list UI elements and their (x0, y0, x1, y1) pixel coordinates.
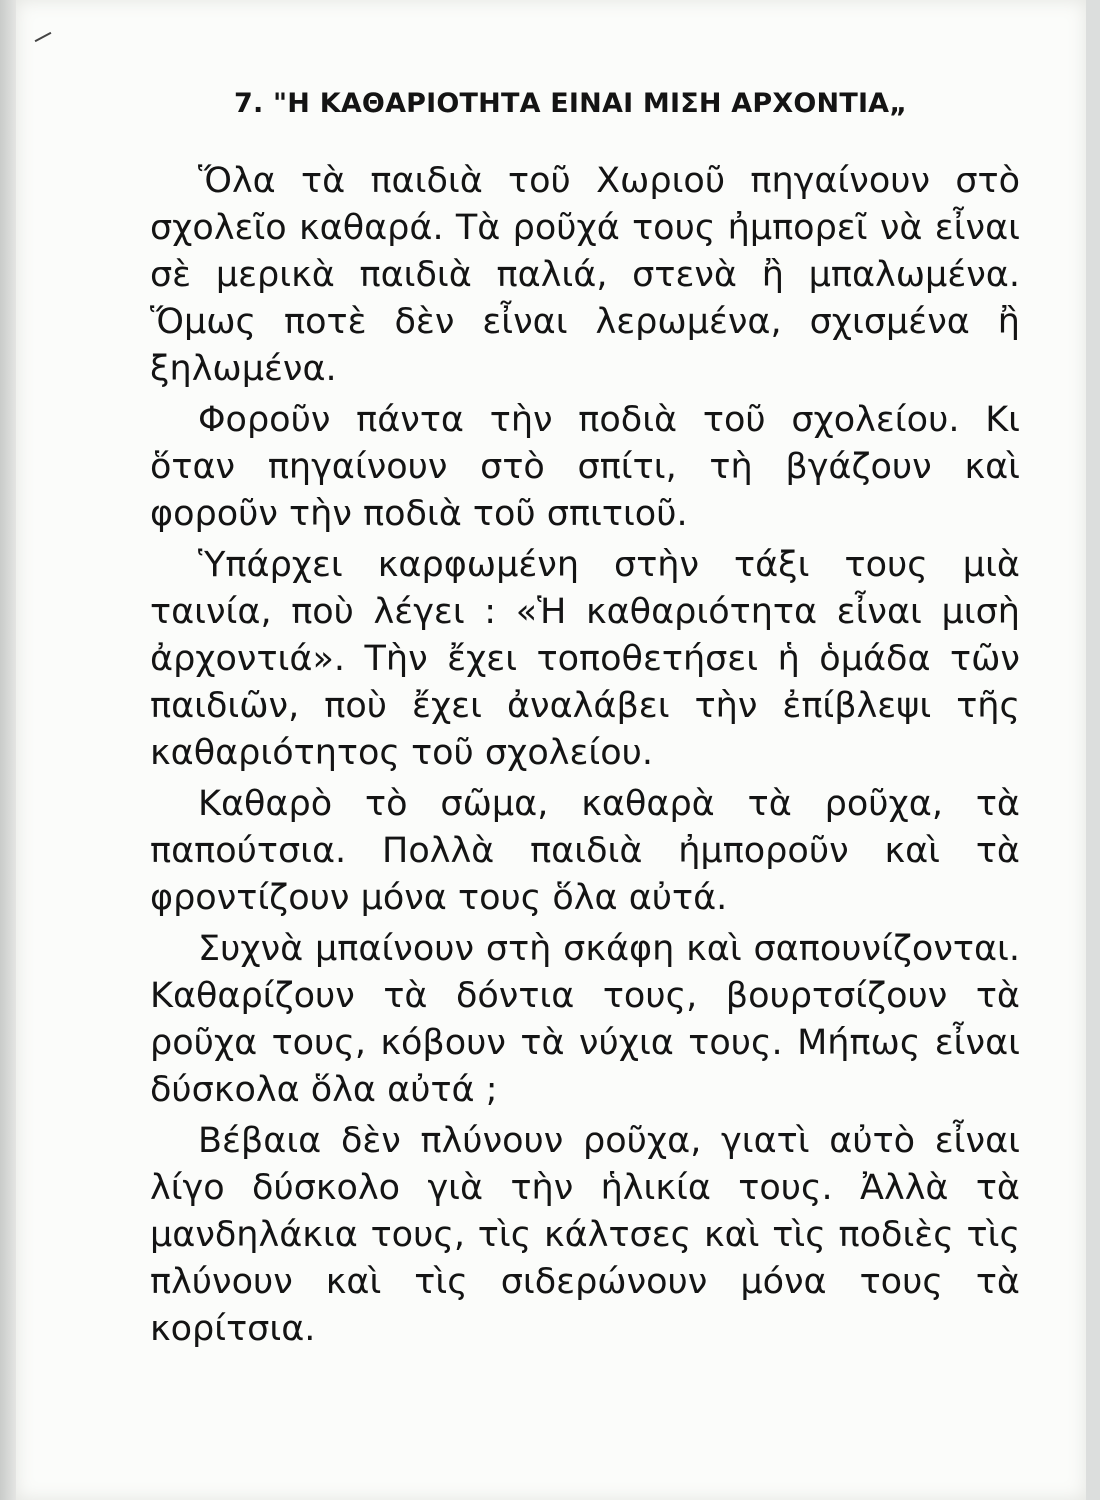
chapter-title: 7. "Η ΚΑΘΑΡΙΟΤΗΤΑ ΕΙΝΑΙ ΜΙΣΗ ΑΡΧΟΝΤΙΑ„ (234, 88, 908, 119)
paragraph: Ὑπάρχει καρφωμένη στὴν τάξι τους μιὰ ταινία, ποὺ λέγει : «Ἡ καθαριότητα εἶναι μισὴ ἀρχοντιά». Τὴν ἔχει τοποθετήσει ἡ ὁμάδα τῶν παιδιῶν, ποὺ ἔχει ἀναλάβει τὴν ἐπίβλεψι τῆς καθαριότητος τοῦ σχολείου. (150, 545, 1020, 773)
book-page (16, 0, 1086, 1500)
paragraph: Συχνὰ μπαίνουν στὴ σκάφη καὶ σαπουνίζονται. Καθαρίζουν τὰ δόντια τους, βουρτσίζουν τὰ ροῦχα τους, κόβουν τὰ νύχια τους. Μήπως εἶναι δύσκολα ὅλα αὐτά ; (150, 929, 1020, 1110)
paragraph: Καθαρὸ τὸ σῶμα, καθαρὰ τὰ ροῦχα, τὰ παπούτσια. Πολλὰ παιδιὰ ἠμποροῦν καὶ τὰ φροντίζουν μόνα τους ὅλα αὐτά. (150, 784, 1020, 918)
paragraph: Φοροῦν πάντα τὴν ποδιὰ τοῦ σχολείου. Κι ὅταν πηγαίνουν στὸ σπίτι, τὴ βγάζουν καὶ φοροῦν τὴν ποδιὰ τοῦ σπιτιοῦ. (150, 400, 1020, 534)
scan-edge-shadow (0, 0, 16, 1500)
pencil-mark (35, 32, 52, 42)
paragraph: Ὅλα τὰ παιδιὰ τοῦ Χωριοῦ πηγαίνουν στὸ σχολεῖο καθαρά. Τὰ ροῦχά τους ἠμπορεῖ νὰ εἶναι σὲ μερικὰ παιδιὰ παλιά, στενὰ ἢ μπαλωμένα. Ὅμως ποτὲ δὲν εἶναι λερωμένα, σχισμένα ἢ ξηλωμένα. (150, 161, 1020, 389)
page-body (150, 158, 1020, 1357)
paragraph: Βέβαια δὲν πλύνουν ροῦχα, γιατὶ αὐτὸ εἶναι λίγο δύσκολο γιὰ τὴν ἡλικία τους. Ἀλλὰ τὰ μανδηλάκια τους, τὶς κάλτσες καὶ τὶς ποδιὲς τὶς πλύνουν καὶ τὶς σιδερώνουν μόνα τους τὰ κορίτσια. (150, 1121, 1020, 1349)
